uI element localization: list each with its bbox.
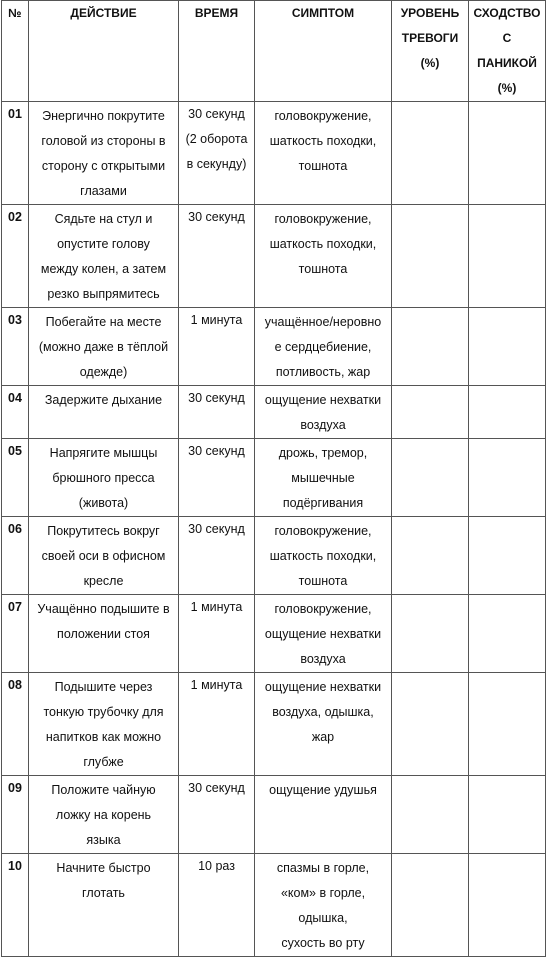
row-number: 05 xyxy=(2,439,29,517)
row-time-line: 1 минута xyxy=(190,313,243,327)
row-action-line: Покрутитесь вокруг xyxy=(47,524,160,538)
anxiety-input-cell[interactable] xyxy=(392,439,469,517)
row-symptom-line: тошнота xyxy=(298,159,348,173)
row-action-line: положении стоя xyxy=(57,627,150,641)
row-symptom-line: ощущение нехватки xyxy=(264,627,382,641)
header-panic-similarity xyxy=(469,1,546,102)
panic-input-cell[interactable] xyxy=(469,439,546,517)
header-action: ДЕЙСТВИЕ xyxy=(29,1,179,102)
row-action xyxy=(29,854,179,957)
header-panic-similarity-line: (%) xyxy=(497,81,517,95)
row-action-line: между колен, а затем xyxy=(40,262,167,276)
row-symptom-line: спазмы в горле, xyxy=(276,861,370,875)
row-action-line: Энергично покрутите xyxy=(42,109,165,123)
row-symptom-line: воздуха xyxy=(300,652,346,666)
row-symptom-line: тошнота xyxy=(298,574,348,588)
header-panic-similarity-line: СХОДСТВО xyxy=(473,6,541,20)
header-time: ВРЕМЯ xyxy=(179,1,255,102)
row-action-line: (можно даже в тёплой xyxy=(38,340,169,354)
row-action-line: Напрягите мышцы xyxy=(49,446,158,460)
row-symptom-line: учащённое/неровно xyxy=(264,315,382,329)
row-number: 10 xyxy=(2,854,29,957)
exercise-table xyxy=(1,0,546,957)
row-time xyxy=(179,439,255,517)
row-action-line: резко выпрямитесь xyxy=(47,287,160,301)
row-symptom-line: «ком» в горле, xyxy=(280,886,366,900)
anxiety-input-cell[interactable] xyxy=(392,673,469,776)
anxiety-input-cell[interactable] xyxy=(392,102,469,205)
anxiety-input-cell[interactable] xyxy=(392,854,469,957)
row-symptom xyxy=(255,854,392,957)
row-symptom-line: ощущение удушья xyxy=(269,783,377,797)
row-symptom xyxy=(255,517,392,595)
row-symptom-line: е сердцебиение, xyxy=(274,340,372,354)
row-number: 08 xyxy=(2,673,29,776)
row-action-line: кресле xyxy=(83,574,124,588)
row-action-line: своей оси в офисном xyxy=(41,549,166,563)
panic-input-cell[interactable] xyxy=(469,776,546,854)
row-time xyxy=(179,386,255,439)
row-action xyxy=(29,595,179,673)
table-row xyxy=(2,205,546,308)
row-number: 01 xyxy=(2,102,29,205)
row-symptom-line: воздуха, одышка, xyxy=(272,705,374,719)
row-symptom-line: дрожь, тремор, xyxy=(278,446,368,460)
panic-input-cell[interactable] xyxy=(469,517,546,595)
row-action-line: Задержите дыхание xyxy=(44,393,163,407)
row-action-line: Побегайте на месте xyxy=(45,315,162,329)
row-action-line: напитков как можно xyxy=(45,730,162,744)
anxiety-input-cell[interactable] xyxy=(392,205,469,308)
row-number: 07 xyxy=(2,595,29,673)
row-action-line: Сядьте на стул и xyxy=(54,212,153,226)
row-action-line: (живота) xyxy=(78,496,129,510)
row-symptom-line: шаткость походки, xyxy=(269,134,377,148)
row-action-line: сторону с открытыми xyxy=(41,159,166,173)
header-panic-similarity-line: ПАНИКОЙ xyxy=(477,56,537,70)
row-time-line: 1 минута xyxy=(190,600,243,614)
row-symptom-line: головокружение, xyxy=(274,524,372,538)
row-time-line: 30 секунд xyxy=(188,107,245,121)
row-time-line: 30 секунд xyxy=(188,781,245,795)
table-row xyxy=(2,595,546,673)
row-symptom-line: головокружение, xyxy=(274,109,372,123)
row-time-line: 30 секунд xyxy=(188,210,245,224)
header-num: № xyxy=(2,1,29,102)
row-time xyxy=(179,308,255,386)
row-symptom xyxy=(255,776,392,854)
row-action xyxy=(29,386,179,439)
row-action-line: языка xyxy=(86,833,121,847)
row-number: 09 xyxy=(2,776,29,854)
row-action-line: глубже xyxy=(83,755,124,769)
row-time-line: 30 секунд xyxy=(188,444,245,458)
row-time xyxy=(179,102,255,205)
panic-input-cell[interactable] xyxy=(469,854,546,957)
table-row xyxy=(2,854,546,957)
row-time xyxy=(179,517,255,595)
row-action xyxy=(29,517,179,595)
row-time xyxy=(179,595,255,673)
row-symptom-line: жар xyxy=(311,730,335,744)
row-symptom-line: сухость во рту xyxy=(281,936,365,950)
panic-input-cell[interactable] xyxy=(469,673,546,776)
row-action-line: Начните быстро xyxy=(56,861,151,875)
row-symptom xyxy=(255,673,392,776)
row-number: 06 xyxy=(2,517,29,595)
table-row xyxy=(2,439,546,517)
row-symptom xyxy=(255,439,392,517)
row-action xyxy=(29,308,179,386)
row-action-line: головой из стороны в xyxy=(41,134,166,148)
header-panic-similarity-line: С xyxy=(502,31,512,45)
row-time xyxy=(179,776,255,854)
row-time xyxy=(179,854,255,957)
table-row xyxy=(2,673,546,776)
row-time-line: 30 секунд xyxy=(188,391,245,405)
anxiety-input-cell[interactable] xyxy=(392,595,469,673)
anxiety-input-cell[interactable] xyxy=(392,776,469,854)
row-symptom xyxy=(255,595,392,673)
table-row xyxy=(2,386,546,439)
row-symptom-line: головокружение, xyxy=(274,602,372,616)
row-action xyxy=(29,776,179,854)
anxiety-input-cell[interactable] xyxy=(392,386,469,439)
panic-input-cell[interactable] xyxy=(469,102,546,205)
row-symptom xyxy=(255,308,392,386)
header-row xyxy=(2,1,546,102)
header-symptom: СИМПТОМ xyxy=(255,1,392,102)
row-time xyxy=(179,673,255,776)
row-action-line: ложку на корень xyxy=(55,808,152,822)
row-action-line: брюшного пресса xyxy=(52,471,155,485)
row-time-line: 1 минута xyxy=(190,678,243,692)
row-symptom-line: ощущение нехватки xyxy=(264,393,382,407)
row-time-line: в секунду) xyxy=(186,157,247,171)
panic-input-cell[interactable] xyxy=(469,595,546,673)
row-symptom-line: тошнота xyxy=(298,262,348,276)
row-symptom-line: воздуха xyxy=(300,418,346,432)
row-symptom-line: потливость, жар xyxy=(275,365,371,379)
table-row xyxy=(2,308,546,386)
row-action-line: Учащённо подышите в xyxy=(37,602,170,616)
header-anxiety-level xyxy=(392,1,469,102)
row-symptom-line: шаткость походки, xyxy=(269,549,377,563)
row-symptom xyxy=(255,205,392,308)
row-time-line: 10 раз xyxy=(198,859,235,873)
row-action xyxy=(29,439,179,517)
row-symptom xyxy=(255,386,392,439)
row-time-line: (2 оборота xyxy=(185,132,248,146)
anxiety-input-cell[interactable] xyxy=(392,517,469,595)
anxiety-input-cell[interactable] xyxy=(392,308,469,386)
header-anxiety-level-line: УРОВЕНЬ xyxy=(400,6,460,20)
row-number: 04 xyxy=(2,386,29,439)
row-number: 03 xyxy=(2,308,29,386)
row-number: 02 xyxy=(2,205,29,308)
row-action-line: опустите голову xyxy=(57,237,150,251)
panic-input-cell[interactable] xyxy=(469,205,546,308)
row-time-line: 30 секунд xyxy=(188,522,245,536)
header-anxiety-level-line: ТРЕВОГИ xyxy=(401,31,459,45)
table-row xyxy=(2,776,546,854)
row-symptom-line: мышечные xyxy=(291,471,355,485)
table-row xyxy=(2,102,546,205)
header-anxiety-level-line: (%) xyxy=(420,56,440,70)
row-action-line: глотать xyxy=(82,886,125,900)
row-action-line: глазами xyxy=(80,184,127,198)
row-action xyxy=(29,205,179,308)
row-symptom-line: одышка, xyxy=(298,911,348,925)
row-action-line: одежде) xyxy=(79,365,128,379)
row-action xyxy=(29,673,179,776)
table-row xyxy=(2,517,546,595)
row-action-line: Положите чайную xyxy=(51,783,156,797)
row-action xyxy=(29,102,179,205)
panic-input-cell[interactable] xyxy=(469,308,546,386)
row-symptom xyxy=(255,102,392,205)
row-symptom-line: головокружение, xyxy=(274,212,372,226)
row-action-line: тонкую трубочку для xyxy=(43,705,164,719)
row-action-line: Подышите через xyxy=(54,680,153,694)
panic-input-cell[interactable] xyxy=(469,386,546,439)
row-symptom-line: ощущение нехватки xyxy=(264,680,382,694)
row-symptom-line: подёргивания xyxy=(282,496,364,510)
row-symptom-line: шаткость походки, xyxy=(269,237,377,251)
row-time xyxy=(179,205,255,308)
